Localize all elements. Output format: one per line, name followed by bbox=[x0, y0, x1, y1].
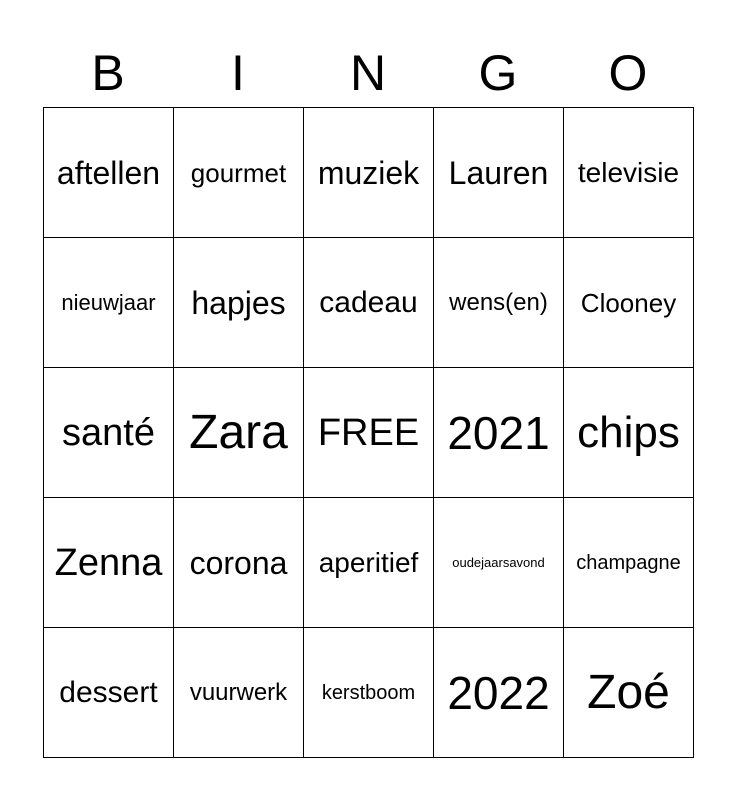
bingo-cell: muziek bbox=[304, 108, 434, 238]
bingo-cell: kerstboom bbox=[304, 628, 434, 758]
bingo-cell: Lauren bbox=[434, 108, 564, 238]
bingo-cell: cadeau bbox=[304, 238, 434, 368]
bingo-cell: dessert bbox=[44, 628, 174, 758]
bingo-cell: Zoé bbox=[564, 628, 694, 758]
bingo-cell: champagne bbox=[564, 498, 694, 628]
bingo-cell: aperitief bbox=[304, 498, 434, 628]
bingo-cell: vuurwerk bbox=[174, 628, 304, 758]
bingo-cell: Zenna bbox=[44, 498, 174, 628]
bingo-cell free-space: FREE bbox=[304, 368, 434, 498]
header-letter-i: I bbox=[231, 45, 245, 101]
bingo-cell: hapjes bbox=[174, 238, 304, 368]
bingo-cell: wens(en) bbox=[434, 238, 564, 368]
header-letter-o: O bbox=[608, 45, 648, 101]
header-letter-g: G bbox=[478, 45, 518, 101]
bingo-cell: santé bbox=[44, 368, 174, 498]
bingo-cell: gourmet bbox=[174, 108, 304, 238]
bingo-cell: corona bbox=[174, 498, 304, 628]
header-letter-b: B bbox=[91, 45, 125, 101]
bingo-cell: 2022 bbox=[434, 628, 564, 758]
bingo-cell: Zara bbox=[174, 368, 304, 498]
bingo-cell: Clooney bbox=[564, 238, 694, 368]
bingo-cell: 2021 bbox=[434, 368, 564, 498]
bingo-cell: chips bbox=[564, 368, 694, 498]
bingo-cell: oudejaarsavond bbox=[434, 498, 564, 628]
bingo-cell: televisie bbox=[564, 108, 694, 238]
bingo-header bbox=[43, 40, 693, 106]
bingo-cell: nieuwjaar bbox=[44, 238, 174, 368]
bingo-cell: aftellen bbox=[44, 108, 174, 238]
header-letter-n: N bbox=[349, 45, 387, 101]
bingo-grid bbox=[43, 107, 694, 758]
